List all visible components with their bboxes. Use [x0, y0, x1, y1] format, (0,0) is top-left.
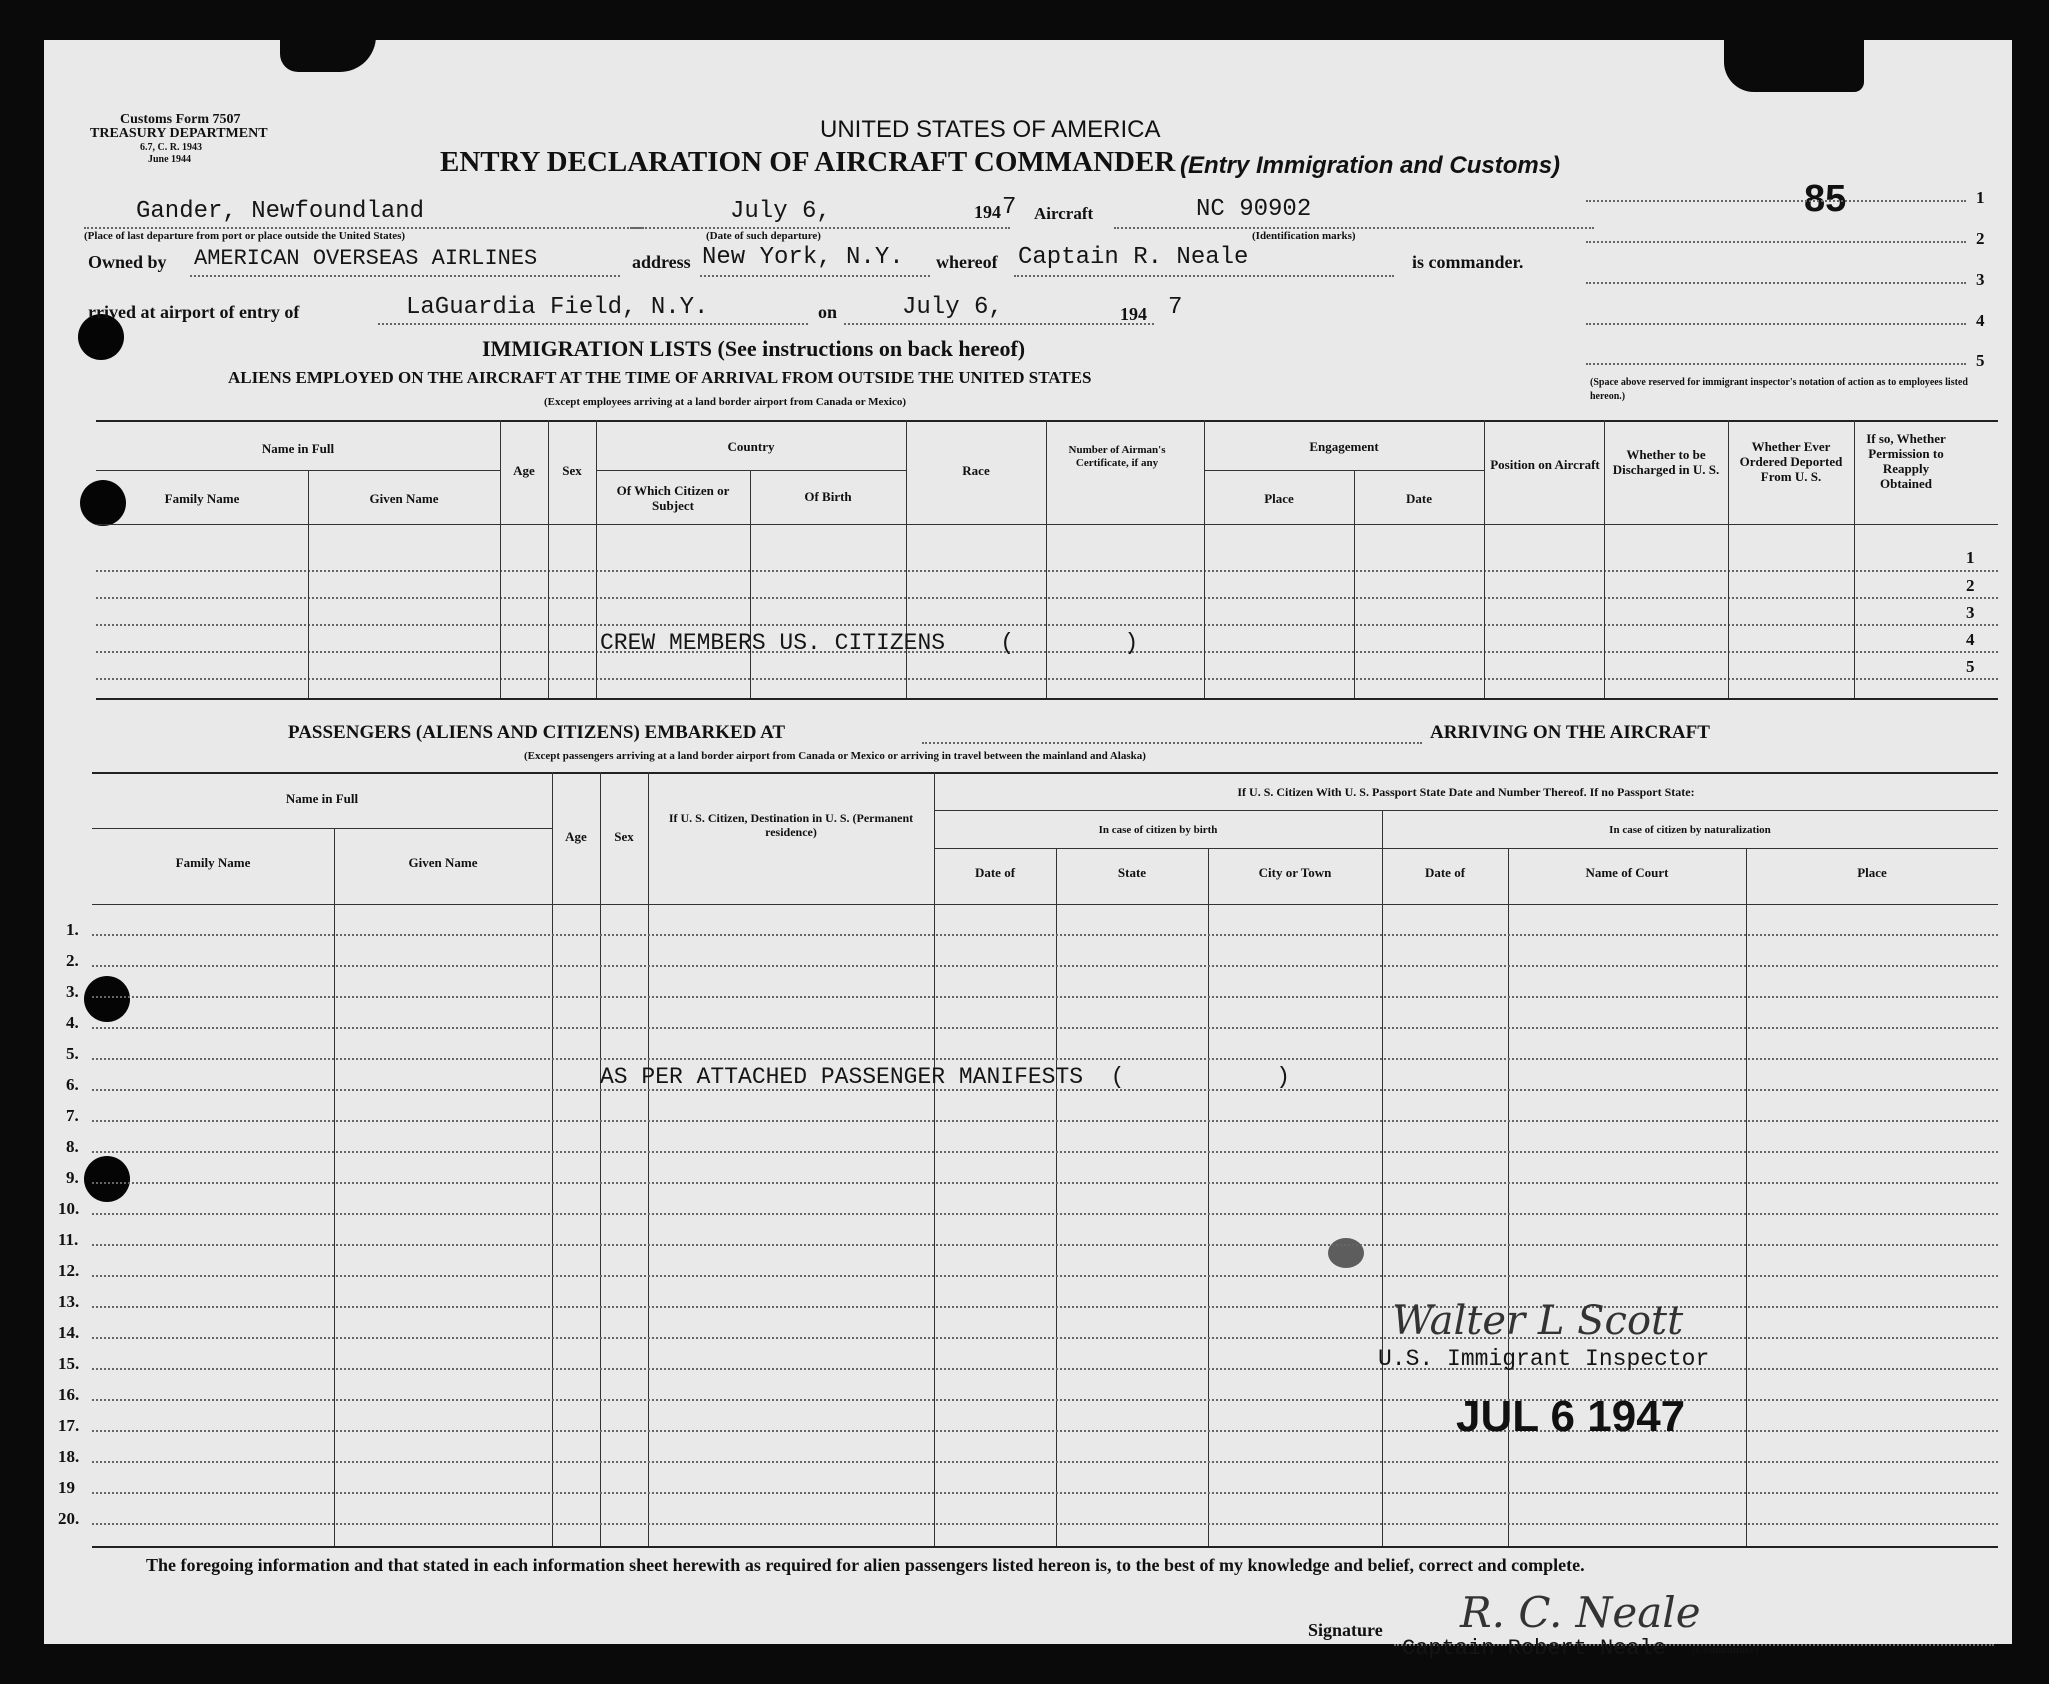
inspector-date-stamp: JUL 6 1947: [1456, 1392, 1686, 1441]
inspector-line: [1586, 282, 1966, 284]
field-line: [844, 323, 1154, 325]
passenger-row-number: 8.: [66, 1137, 79, 1156]
passenger-row-number: 9.: [66, 1168, 79, 1187]
form-number: Customs Form 7507: [120, 112, 241, 127]
crew-row-number: 4: [1966, 630, 1975, 649]
address-label: address: [632, 252, 691, 272]
col-court: Name of Court: [1585, 865, 1669, 880]
inspector-line-number: 1: [1976, 188, 1985, 207]
passenger-row-number: 11.: [58, 1230, 79, 1249]
passenger-row-number: 2.: [66, 951, 79, 970]
col-engagement: Engagement: [1309, 439, 1379, 454]
col-position: Position on Aircraft: [1490, 457, 1600, 472]
passenger-row-number: 10.: [58, 1199, 80, 1218]
form-subtitle: (Entry Immigration and Customs): [1180, 152, 1561, 179]
department: TREASURY DEPARTMENT: [90, 126, 268, 141]
col-by-birth: In case of citizen by birth: [1098, 824, 1218, 836]
inspector-line: [1586, 323, 1966, 325]
passenger-row-number: 20.: [58, 1509, 80, 1528]
table-border: [96, 420, 1998, 422]
table-border: [92, 1546, 1998, 1548]
departure-date-caption: (Date of such departure): [706, 230, 821, 242]
aircraft-id: NC 90902: [1196, 196, 1312, 223]
country-title: UNITED STATES OF AMERICA: [820, 116, 1161, 143]
departure-year: 7: [1002, 194, 1017, 221]
year-prefix: 194: [1120, 304, 1147, 324]
col-citizen-of: Of Which Citizen or Subject: [616, 483, 730, 513]
inspector-caption: (Space above reserved for immigrant inspector's notation of action as to employees listed hereon.): [1590, 377, 1968, 402]
col-city: City or Town: [1258, 865, 1332, 880]
passenger-row-number: 4.: [66, 1013, 79, 1032]
col-race: Race: [962, 463, 990, 478]
arrived-label: rrived at airport of entry of: [88, 302, 300, 322]
passenger-row-number: 13.: [58, 1292, 80, 1311]
col-date: Date: [1406, 491, 1432, 506]
col-name-in-full: Name in Full: [261, 441, 335, 456]
inspector-line: [1586, 241, 1966, 243]
col-family-name: Family Name: [175, 855, 251, 870]
owner-address: New York, N.Y.: [702, 244, 904, 271]
passenger-row-number: 15.: [58, 1354, 80, 1373]
form-date: June 1944: [148, 154, 192, 165]
aircraft-label: Aircraft: [1034, 204, 1094, 223]
form-title: ENTRY DECLARATION OF AIRCRAFT COMMANDER: [440, 146, 1176, 178]
passenger-row-number: 14.: [58, 1323, 80, 1342]
immigration-note: (Except employees arriving at a land border airport from Canada or Mexico): [544, 396, 907, 408]
year-prefix: 194: [974, 202, 1001, 222]
arrival-year: 7: [1168, 294, 1183, 321]
col-passport: If U. S. Citizen With U. S. Passport State Date and Number Thereof. If no Passport State:: [1237, 785, 1695, 799]
col-place: Place: [1857, 865, 1887, 880]
col-family-name: Family Name: [164, 491, 240, 506]
field-line: [700, 275, 930, 277]
field-line: [190, 275, 620, 277]
passenger-row-number: 3.: [66, 982, 79, 1001]
col-name-in-full: Name in Full: [285, 791, 359, 806]
inspector-line-number: 5: [1976, 351, 1985, 370]
col-deported: Whether Ever Ordered Deported From U. S.: [1739, 439, 1843, 484]
immigration-subtitle: ALIENS EMPLOYED ON THE AIRCRAFT AT THE TIME OF ARRIVAL FROM OUTSIDE THE UNITED STATES: [228, 368, 1092, 387]
passenger-row-number: 7.: [66, 1106, 79, 1125]
inspector-line: [1586, 200, 1966, 202]
crew-row-number: 3: [1966, 603, 1975, 622]
inspector-number: 85: [1804, 178, 1847, 220]
signer-caption: (Commander): [1692, 1644, 1759, 1656]
punch-hole: [84, 976, 130, 1022]
col-of-birth: Of Birth: [804, 489, 852, 504]
col-age: Age: [513, 463, 535, 478]
form-regulation: 6.7, C. R. 1943: [140, 142, 202, 153]
certification-text: The foregoing information and that stated in each information sheet herewith as required for alien passengers listed hereon is, to the best of my knowledge and belief, correct and complete.: [146, 1555, 1585, 1575]
crew-row-number: 2: [1966, 576, 1975, 595]
is-commander-label: is commander.: [1412, 252, 1524, 272]
departure-place-caption: (Place of last departure from port or place outside the United States): [84, 230, 406, 242]
passengers-title: PASSENGERS (ALIENS AND CITIZENS) EMBARKED AT: [288, 722, 786, 743]
punch-hole: [84, 1156, 130, 1202]
field-line: [1114, 227, 1594, 229]
col-given-name: Given Name: [369, 491, 439, 506]
col-state: State: [1117, 865, 1147, 880]
col-birth-date: Date of: [974, 865, 1016, 880]
inspector-line-number: 3: [1976, 270, 1985, 289]
inspector-line: [1586, 363, 1966, 365]
signature-label: Signature: [1308, 1620, 1383, 1640]
manifest-note: AS PER ATTACHED PASSENGER MANIFESTS ( ): [600, 1064, 1291, 1090]
col-naturalization-date: Date of: [1424, 865, 1466, 880]
col-by-naturalization: In case of citizen by naturalization: [1609, 824, 1771, 836]
inspector-line-number: 4: [1976, 311, 1985, 330]
passenger-row-number: 1.: [66, 920, 79, 939]
departure-date: July 6,: [730, 198, 831, 225]
passengers-arriving: ARRIVING ON THE AIRCRAFT: [1430, 722, 1710, 743]
immigration-title: IMMIGRATION LISTS (See instructions on back hereof): [482, 336, 1026, 361]
form-sheet: [44, 40, 2012, 1661]
commander-signature: R. C. Neale: [1460, 1588, 1701, 1637]
table-border: [92, 772, 1998, 774]
on-label: on: [818, 302, 838, 322]
departure-place: Gander, Newfoundland: [136, 198, 425, 225]
whereof-label: whereof: [936, 252, 998, 272]
signer-typed-name: Captain Robert Neale: [1402, 1636, 1667, 1661]
col-permission: If so, Whether Permission to Reapply Obtained: [1866, 431, 1946, 491]
col-country: Country: [727, 439, 775, 454]
field-line: [630, 227, 1010, 229]
col-discharged: Whether to be Discharged in U. S.: [1612, 447, 1720, 477]
torn-corner-left: [280, 36, 376, 72]
ink-blot: [1328, 1238, 1364, 1268]
passenger-row-number: 6.: [66, 1075, 79, 1094]
passengers-note: (Except passengers arriving at a land border airport from Canada or Mexico or arriving in travel between the mainland and Alaska): [524, 750, 1146, 762]
passenger-row-number: 5.: [66, 1044, 79, 1063]
field-line: [84, 227, 644, 229]
col-airman-cert: Number of Airman's Certificate, if any: [1068, 444, 1166, 469]
crew-row-number: 5: [1966, 657, 1975, 676]
table-border: [96, 698, 1998, 700]
commander-name: Captain R. Neale: [1018, 244, 1249, 271]
passenger-row-number: 12.: [58, 1261, 80, 1280]
col-given-name: Given Name: [408, 855, 478, 870]
owned-by-label: Owned by: [88, 252, 167, 272]
crew-row-number: 1: [1966, 548, 1975, 567]
field-line: [378, 323, 808, 325]
col-age: Age: [565, 829, 587, 844]
passenger-row-number: 17.: [58, 1416, 80, 1435]
arrival-date: July 6,: [902, 294, 1003, 321]
torn-corner-right: [1724, 36, 1864, 92]
owner-name: AMERICAN OVERSEAS AIRLINES: [194, 246, 538, 271]
inspector-title: U.S. Immigrant Inspector: [1378, 1346, 1710, 1372]
col-place: Place: [1264, 491, 1294, 506]
embarked-field-line: [922, 742, 1422, 744]
inspector-signature: Walter L Scott: [1392, 1298, 1684, 1344]
passenger-row-number: 16.: [58, 1385, 80, 1404]
col-destination: If U. S. Citizen, Destination in U. S. (Permanent residence): [668, 811, 914, 839]
col-sex: Sex: [562, 463, 582, 478]
passenger-row-number: 19: [58, 1478, 75, 1497]
entry-airport: LaGuardia Field, N.Y.: [406, 294, 709, 321]
inspector-line-number: 2: [1976, 229, 1985, 248]
crew-note: CREW MEMBERS US. CITIZENS ( ): [600, 630, 1139, 656]
passenger-row-number: 18.: [58, 1447, 80, 1466]
col-sex: Sex: [614, 829, 634, 844]
aircraft-caption: (Identification marks): [1252, 230, 1356, 242]
field-line: [1014, 275, 1394, 277]
